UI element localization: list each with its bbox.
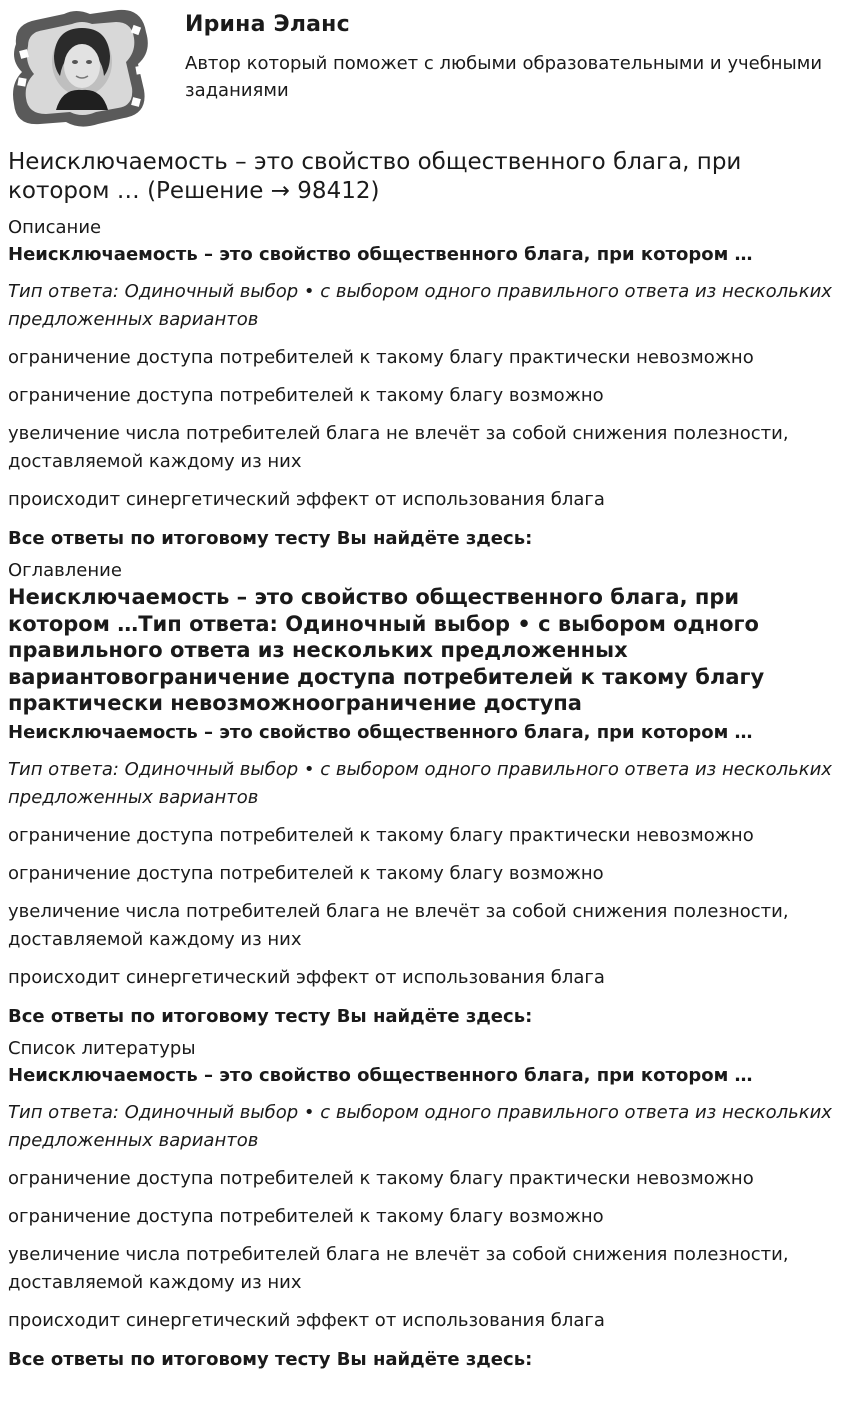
question-title: Неисключаемость – это свойство общественного блага, при котором … <box>8 721 753 743</box>
toc-heading: Неисключаемость – это свойство общественного блага, при котором …Тип ответа: Одиночный выбор • с выбором одного правильного ответа из нескольких предложенных вариантовограничение доступа потребителей к такому благу практически невозможноограничение доступа <box>8 585 765 715</box>
author-description: Автор который поможет с любыми образовательными и учебными заданиями <box>185 53 823 101</box>
answer-option: происходит синергетический эффект от использования блага <box>8 966 605 988</box>
answer-option: ограничение доступа потребителей к такому благу практически невозможно <box>8 1167 754 1189</box>
all-answers-note: Все ответы по итоговому тесту Вы найдёте здесь: <box>8 1348 533 1370</box>
description-section <box>8 217 838 550</box>
section-label-toc: Оглавление <box>8 560 122 581</box>
answer-option: увеличение числа потребителей блага не влечёт за собой снижения полезности, доставляемой каждому из них <box>8 900 789 950</box>
answer-option: ограничение доступа потребителей к такому благу практически невозможно <box>8 347 754 368</box>
all-answers-note: Все ответы по итоговому тесту Вы найдёте здесь: <box>8 528 533 549</box>
answer-type: Тип ответа: Одиночный выбор • с выбором одного правильного ответа из нескольких предложенных вариантов <box>8 758 832 808</box>
literature-section <box>8 1038 838 1371</box>
section-label-description: Описание <box>8 217 102 238</box>
answer-option: происходит синергетический эффект от использования блага <box>8 1309 605 1331</box>
page-title: Неисключаемость – это свойство общественного блага, при котором … (Решение → 98412) <box>8 149 742 204</box>
author-name: Ирина Эланс <box>185 12 350 37</box>
answer-option: ограничение доступа потребителей к такому благу возможно <box>8 1205 604 1227</box>
main-content <box>8 148 838 1371</box>
answer-option: происходит синергетический эффект от использования блага <box>8 489 605 510</box>
all-answers-note: Все ответы по итоговому тесту Вы найдёте здесь: <box>8 1005 533 1027</box>
author-avatar <box>6 6 152 128</box>
toc-section <box>8 560 838 1028</box>
section-label-literature: Список литературы <box>8 1037 196 1059</box>
answer-option: ограничение доступа потребителей к такому благу возможно <box>8 862 604 884</box>
question-title: Неисключаемость – это свойство общественного блага, при котором … <box>8 244 753 265</box>
question-title: Неисключаемость – это свойство общественного блага, при котором … <box>8 1064 753 1086</box>
answer-option: увеличение числа потребителей блага не влечёт за собой снижения полезности, доставляемой каждому из них <box>8 423 789 472</box>
answer-option: увеличение числа потребителей блага не влечёт за собой снижения полезности, доставляемой каждому из них <box>8 1243 789 1293</box>
answer-option: ограничение доступа потребителей к такому благу практически невозможно <box>8 824 754 846</box>
answer-option: ограничение доступа потребителей к такому благу возможно <box>8 385 604 406</box>
answer-type: Тип ответа: Одиночный выбор • с выбором одного правильного ответа из нескольких предложенных вариантов <box>8 1101 832 1151</box>
answer-type: Тип ответа: Одиночный выбор • с выбором одного правильного ответа из нескольких предложенных вариантов <box>8 281 832 330</box>
author-block <box>0 0 847 140</box>
